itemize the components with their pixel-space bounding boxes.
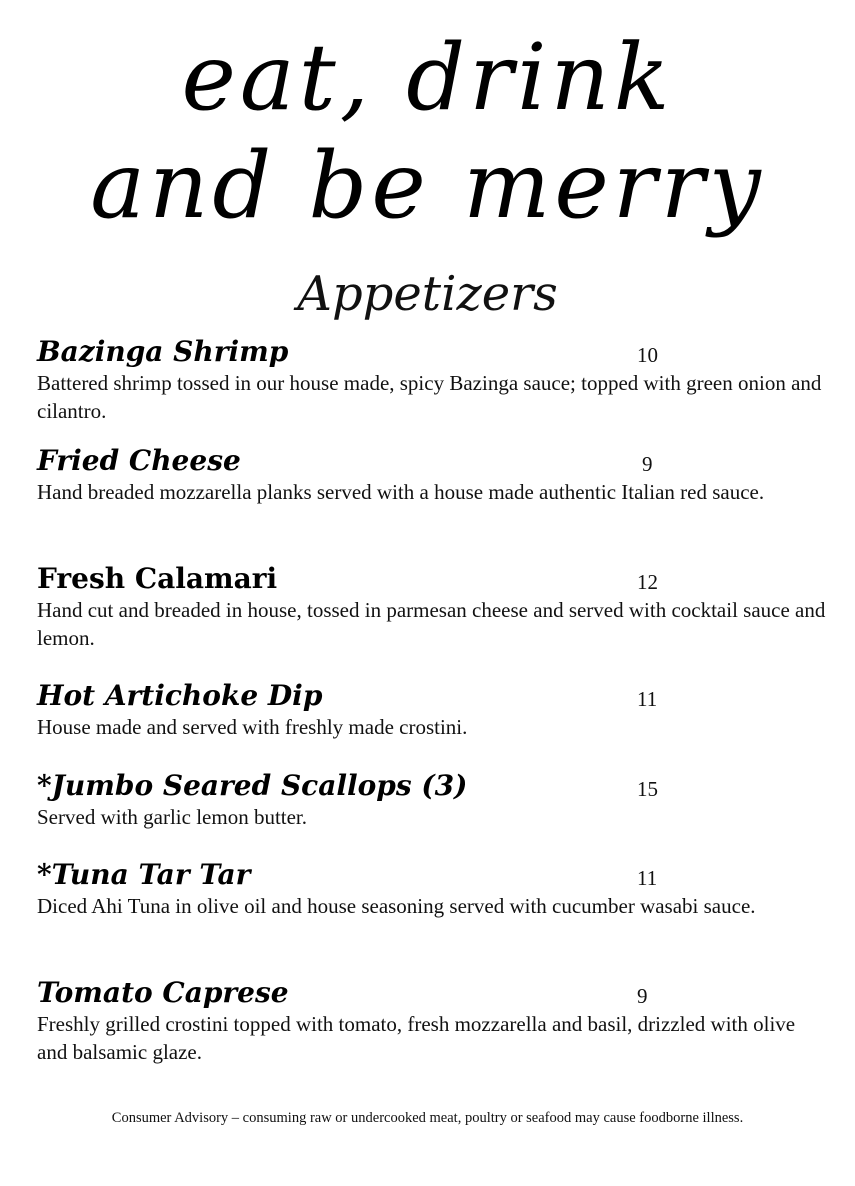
menu-item — [37, 679, 827, 741]
section-title: Appetizers — [297, 266, 558, 322]
title-line-1: eat, drink — [181, 24, 674, 131]
item-price: 11 — [637, 687, 658, 711]
item-description: Hand breaded mozzarella planks served with a house made authentic Italian red sauce. — [37, 480, 765, 504]
item-name: Tomato Caprese — [37, 976, 289, 1009]
item-price: 11 — [637, 866, 658, 890]
item-description: Battered shrimp tossed in our house made, spicy Bazinga sauce; topped with green onion and cilantro. — [37, 371, 822, 423]
menu-item — [37, 769, 827, 831]
item-price: 15 — [637, 777, 658, 801]
item-price: 9 — [642, 452, 653, 476]
item-description: Hand cut and breaded in house, tossed in parmesan cheese and served with cocktail sauce and lemon. — [37, 598, 826, 650]
item-name: *Jumbo Seared Scallops (3) — [37, 769, 468, 802]
menu-item — [37, 858, 827, 920]
item-price: 10 — [637, 343, 658, 367]
consumer-advisory: Consumer Advisory – consuming raw or undercooked meat, poultry or seafood may cause foodborne illness. — [111, 1110, 744, 1126]
menu-item — [37, 976, 827, 1066]
title-line-2: and be merry — [90, 132, 765, 239]
item-name: Fresh Calamari — [37, 562, 278, 595]
menu-item — [37, 562, 827, 652]
item-description: Freshly grilled crostini topped with tomato, fresh mozzarella and basil, drizzled with olive and balsamic glaze. — [37, 1012, 796, 1064]
item-description: Diced Ahi Tuna in olive oil and house seasoning served with cucumber wasabi sauce. — [37, 894, 756, 918]
item-description: House made and served with freshly made crostini. — [37, 715, 468, 739]
item-description: Served with garlic lemon butter. — [37, 805, 308, 829]
item-name: Bazinga Shrimp — [37, 335, 289, 368]
menu-item — [37, 335, 827, 425]
item-name: Hot Artichoke Dip — [37, 679, 323, 712]
item-price: 9 — [637, 984, 648, 1008]
item-name: Fried Cheese — [37, 444, 241, 477]
item-name: *Tuna Tar Tar — [37, 858, 251, 891]
item-price: 12 — [637, 570, 658, 594]
menu-item — [37, 444, 827, 506]
